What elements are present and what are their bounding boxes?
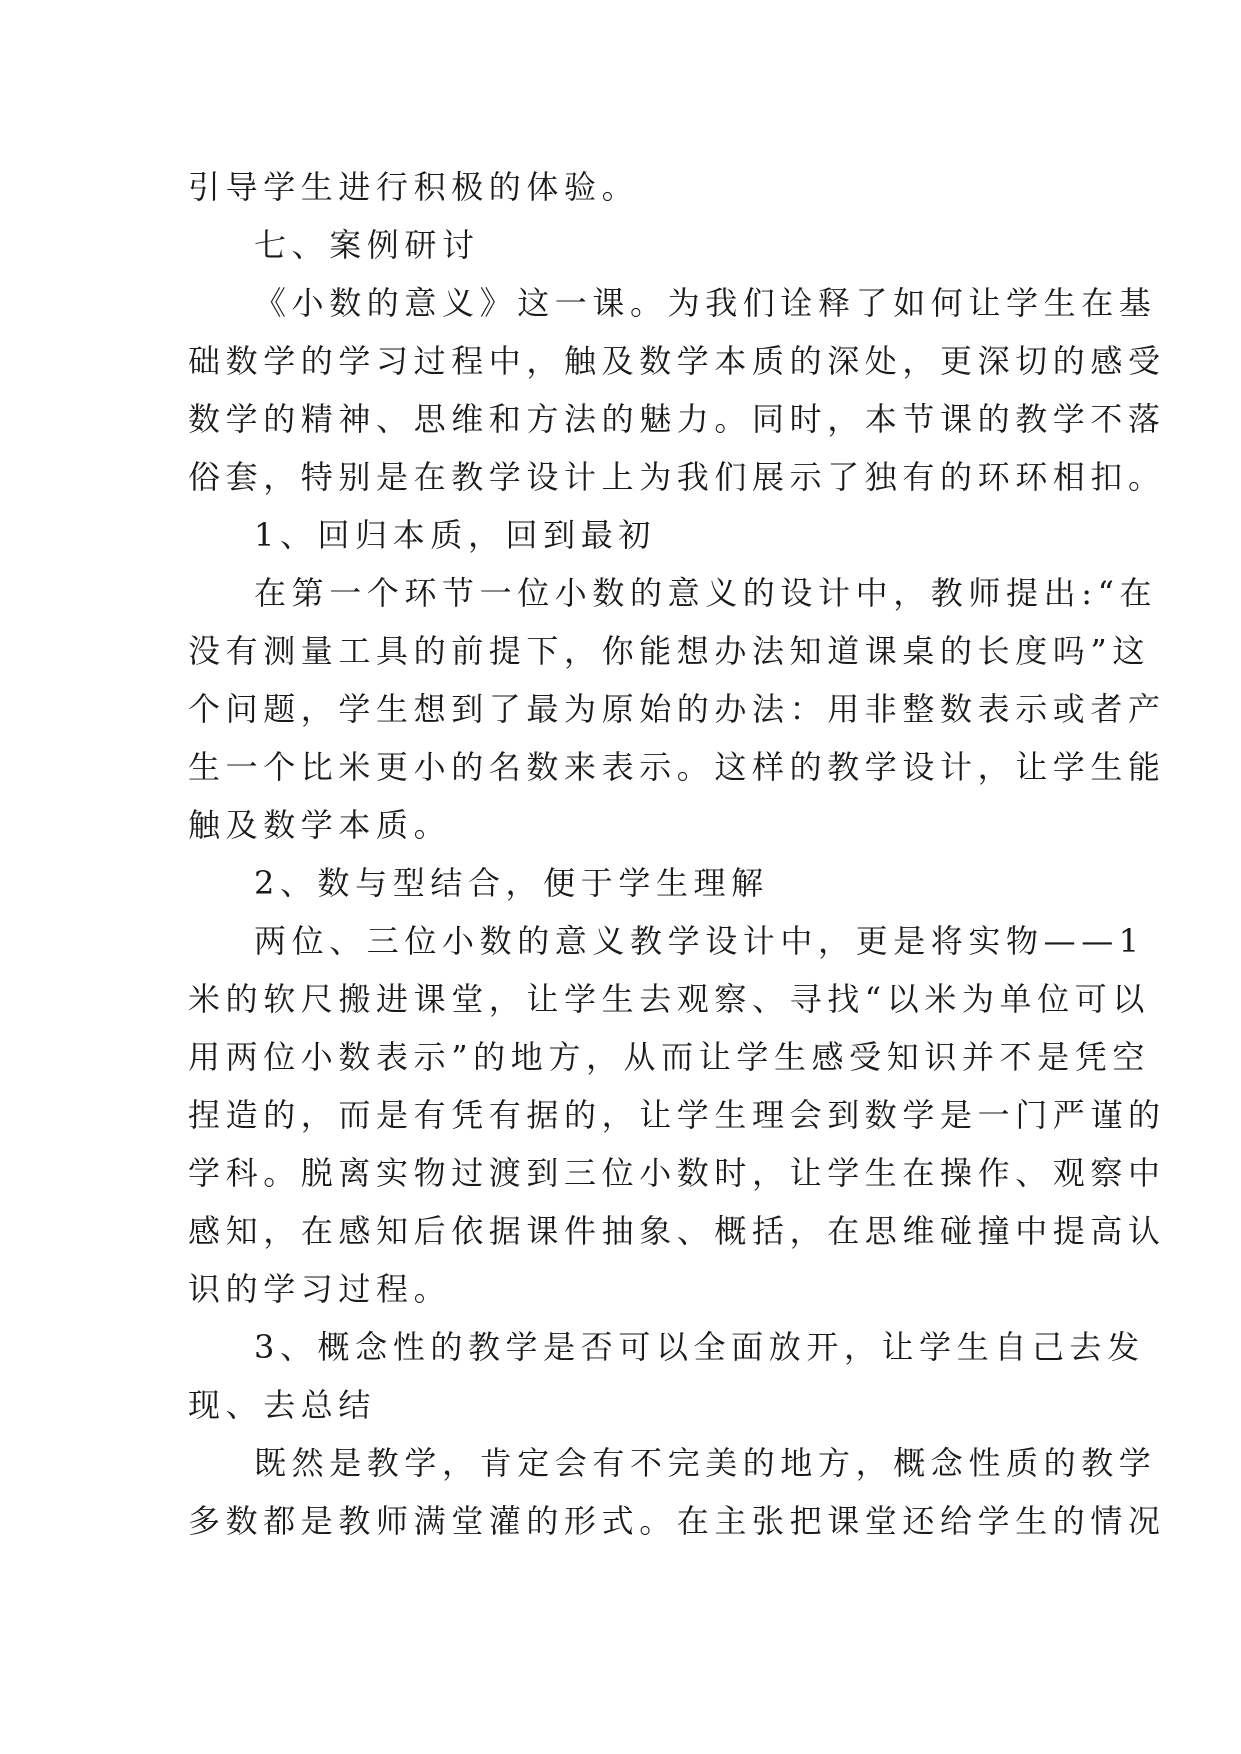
text-line: 用两位小数表示”的地方，从而让学生感受知识并不是凭空: [188, 1038, 1150, 1076]
text-line: 数学的精神、思维和方法的魅力。同时，本节课的教学不落: [188, 400, 1166, 438]
text-line: 个问题，学生想到了最为原始的办法：用非整数表示或者产: [188, 690, 1166, 728]
text-line: 引导学生进行积极的体验。: [188, 168, 640, 206]
text-line: 感知，在感知后依据课件抽象、概括，在思维碰撞中提高认: [188, 1212, 1166, 1250]
text-line: 触及数学本质。: [188, 806, 452, 844]
text-line: 米的软尺搬进课堂，让学生去观察、寻找“以米为单位可以: [188, 980, 1150, 1018]
text-line: 生一个比米更小的名数来表示。这样的教学设计，让学生能: [188, 748, 1166, 786]
text-line: 础数学的学习过程中，触及数学本质的深处，更深切的感受: [188, 342, 1166, 380]
text-line: 既然是教学，肯定会有不完美的地方，概念性质的教学: [254, 1444, 1157, 1482]
text-line: 俗套，特别是在教学设计上为我们展示了独有的环环相扣。: [188, 458, 1166, 496]
text-line: 《小数的意义》这一课。为我们诠释了如何让学生在基: [254, 284, 1157, 322]
subsection-heading-continued: 现、去总结: [188, 1386, 377, 1424]
text-line: 多数都是教师满堂灌的形式。在主张把课堂还给学生的情况: [188, 1502, 1166, 1540]
text-line: 在第一个环节一位小数的意义的设计中，教师提出:“在: [254, 574, 1158, 612]
text-line: 捏造的，而是有凭有据的，让学生理会到数学是一门严谨的: [188, 1096, 1166, 1134]
text-line: 学科。脱离实物过渡到三位小数时，让学生在操作、观察中: [188, 1154, 1166, 1192]
subsection-heading: 1、回归本质，回到最初: [254, 516, 656, 554]
section-heading: 七、案例研讨: [254, 226, 480, 264]
text-line: 两位、三位小数的意义教学设计中，更是将实物——1: [254, 922, 1145, 960]
subsection-heading: 3、概念性的教学是否可以全面放开，让学生自己去发: [254, 1328, 1145, 1366]
text-line: 识的学习过程。: [188, 1270, 452, 1308]
text-line: 没有测量工具的前提下，你能想办法知道课桌的长度吗”这: [188, 632, 1150, 670]
subsection-heading: 2、数与型结合，便于学生理解: [254, 864, 769, 902]
